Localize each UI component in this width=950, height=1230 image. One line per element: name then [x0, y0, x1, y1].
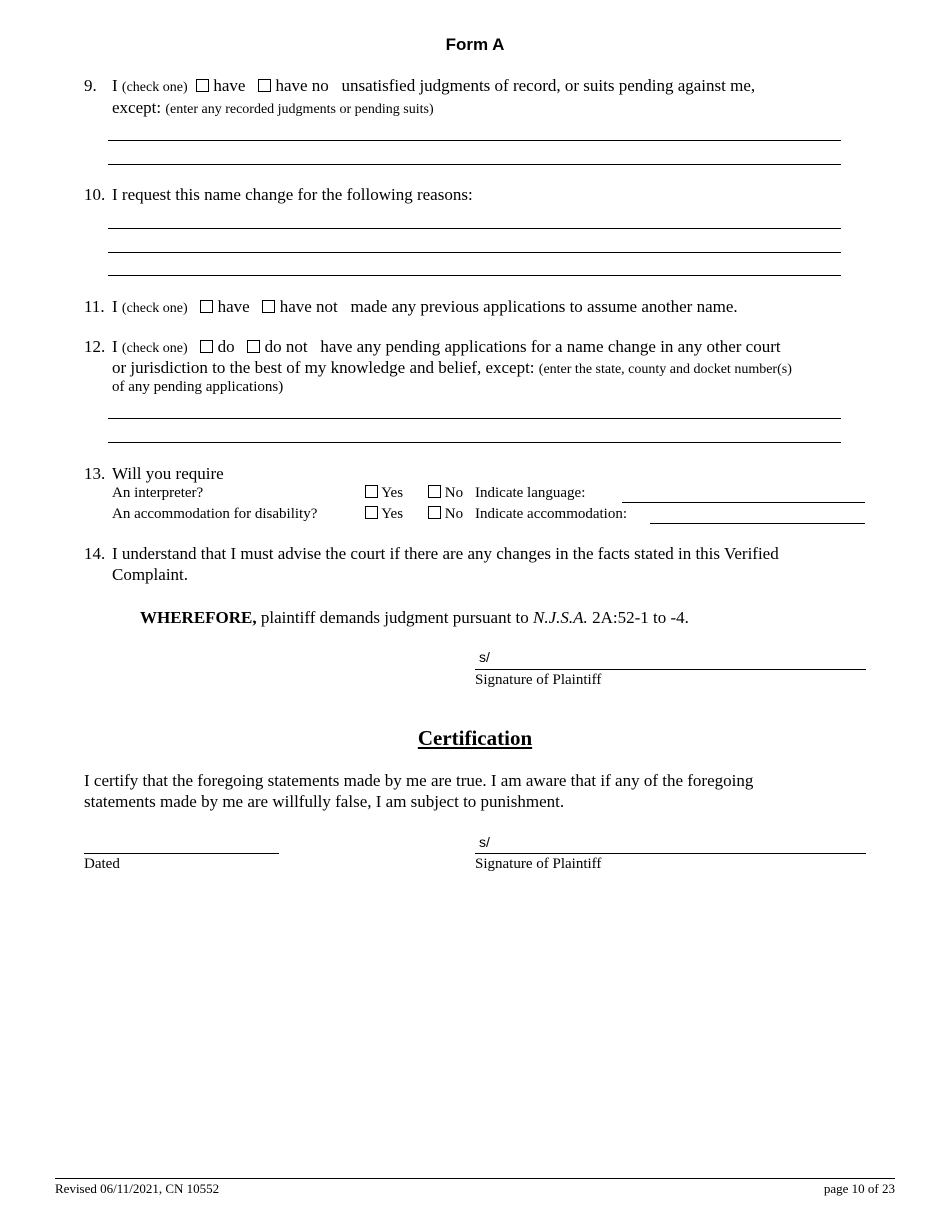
certification-text-2: statements made by me are willfully false, I am subject to punishment. — [84, 792, 565, 811]
dated-entry-line[interactable] — [84, 853, 279, 854]
accommodation-no-checkbox[interactable] — [428, 506, 441, 519]
statute-rest: 2A:52-1 to -4. — [592, 608, 689, 627]
dated-caption: Dated — [84, 856, 120, 872]
item-9-line2 — [112, 97, 434, 120]
do-option-label: do — [217, 337, 235, 356]
have-not-option-label: have not — [279, 297, 338, 316]
no-label: No — [444, 485, 464, 501]
check-one-label: (check one) — [121, 301, 188, 316]
wherefore-bold: WHEREFORE, — [140, 608, 257, 627]
item-14 — [84, 543, 779, 564]
judgments-entry-line-2[interactable] — [108, 164, 841, 165]
accommodation-yes-option — [365, 505, 403, 523]
item-11 — [84, 296, 738, 319]
pending-applications-line-1[interactable] — [108, 418, 841, 419]
check-one-label: (check one) — [121, 341, 188, 356]
indicate-language-label: Indicate language: — [475, 485, 586, 501]
item-13 — [84, 463, 224, 484]
accommodation-yes-checkbox[interactable] — [365, 506, 378, 519]
do-checkbox[interactable] — [200, 340, 213, 353]
no-label: No — [444, 506, 464, 522]
page-number: page 10 of 23 — [823, 1181, 895, 1196]
accommodation-entry-line[interactable] — [650, 523, 865, 524]
have-option-label: have — [217, 297, 250, 316]
item-number: 14. — [84, 544, 106, 563]
item-9 — [84, 75, 755, 98]
item-number: 9. — [84, 76, 97, 95]
item-10-text: I request this name change for the following reasons: — [112, 185, 473, 204]
item-13-question: Will you require — [112, 464, 224, 483]
item-9-instruction: (enter any recorded judgments or pending suits) — [165, 102, 434, 117]
interpreter-label: An interpreter? — [112, 485, 204, 501]
item-prefix: I — [112, 337, 118, 356]
certification-text-1: I certify that the foregoing statements made by me are true. I am aware that if any of the foregoing — [84, 771, 754, 790]
accommodation-label: An accommodation for disability? — [112, 506, 318, 522]
item-number: 11. — [84, 297, 105, 316]
accommodation-no-option — [428, 505, 463, 523]
footer-divider — [55, 1178, 895, 1179]
item-prefix: I — [112, 76, 118, 95]
item-11-text: made any previous applications to assume another name. — [350, 297, 738, 316]
have-checkbox[interactable] — [200, 300, 213, 313]
plaintiff-signature-line[interactable] — [475, 669, 866, 670]
item-number: 12. — [84, 337, 106, 356]
have-option-label: have — [213, 76, 246, 95]
reasons-entry-line-1[interactable] — [108, 228, 841, 229]
reasons-entry-line-2[interactable] — [108, 252, 841, 253]
signature-prefix: s/ — [479, 834, 490, 850]
item-prefix: I — [112, 297, 118, 316]
item-9-text: unsatisfied judgments of record, or suits pending against me, — [341, 76, 756, 95]
interpreter-yes-option — [365, 484, 403, 502]
item-12-instruction-b: of any pending applications) — [112, 379, 284, 395]
wherefore-text: plaintiff demands judgment pursuant to — [260, 608, 529, 627]
item-number: 13. — [84, 464, 106, 483]
yes-label: Yes — [381, 485, 404, 501]
certification-signature-line[interactable] — [475, 853, 866, 854]
item-number: 10. — [84, 185, 106, 204]
statute-italic: N.J.S.A. — [533, 608, 588, 627]
check-one-label: (check one) — [121, 80, 188, 95]
pending-applications-line-2[interactable] — [108, 442, 841, 443]
interpreter-no-checkbox[interactable] — [428, 485, 441, 498]
except-label: except: — [112, 98, 162, 117]
item-14-text: I understand that I must advise the court if there are any changes in the facts stated in this Verified — [112, 544, 779, 563]
have-checkbox[interactable] — [196, 79, 209, 92]
do-not-option-label: do not — [264, 337, 308, 356]
signature-caption: Signature of Plaintiff — [475, 672, 602, 688]
item-14-text-2: Complaint. — [112, 565, 189, 584]
item-12-text-2: or jurisdiction to the best of my knowledge and belief, except: — [112, 358, 535, 377]
have-no-checkbox[interactable] — [258, 79, 271, 92]
have-not-checkbox[interactable] — [262, 300, 275, 313]
interpreter-yes-checkbox[interactable] — [365, 485, 378, 498]
do-not-checkbox[interactable] — [247, 340, 260, 353]
wherefore-clause — [140, 607, 689, 628]
yes-label: Yes — [381, 506, 404, 522]
certification-title: Certification — [417, 726, 533, 750]
signature-caption: Signature of Plaintiff — [475, 856, 602, 872]
item-12-line2 — [112, 357, 792, 380]
form-title: Form A — [445, 35, 505, 54]
language-entry-line[interactable] — [622, 502, 865, 503]
have-no-option-label: have no — [275, 76, 329, 95]
signature-prefix: s/ — [479, 649, 490, 665]
item-12-instruction-a: (enter the state, county and docket number(s) — [538, 362, 792, 377]
indicate-accommodation-label: Indicate accommodation: — [475, 506, 628, 522]
judgments-entry-line-1[interactable] — [108, 140, 841, 141]
interpreter-no-option — [428, 484, 463, 502]
revision-note: Revised 06/11/2021, CN 10552 — [55, 1181, 220, 1196]
item-12 — [84, 336, 781, 359]
item-10 — [84, 184, 473, 205]
reasons-entry-line-3[interactable] — [108, 275, 841, 276]
item-12-text: have any pending applications for a name change in any other court — [320, 337, 781, 356]
